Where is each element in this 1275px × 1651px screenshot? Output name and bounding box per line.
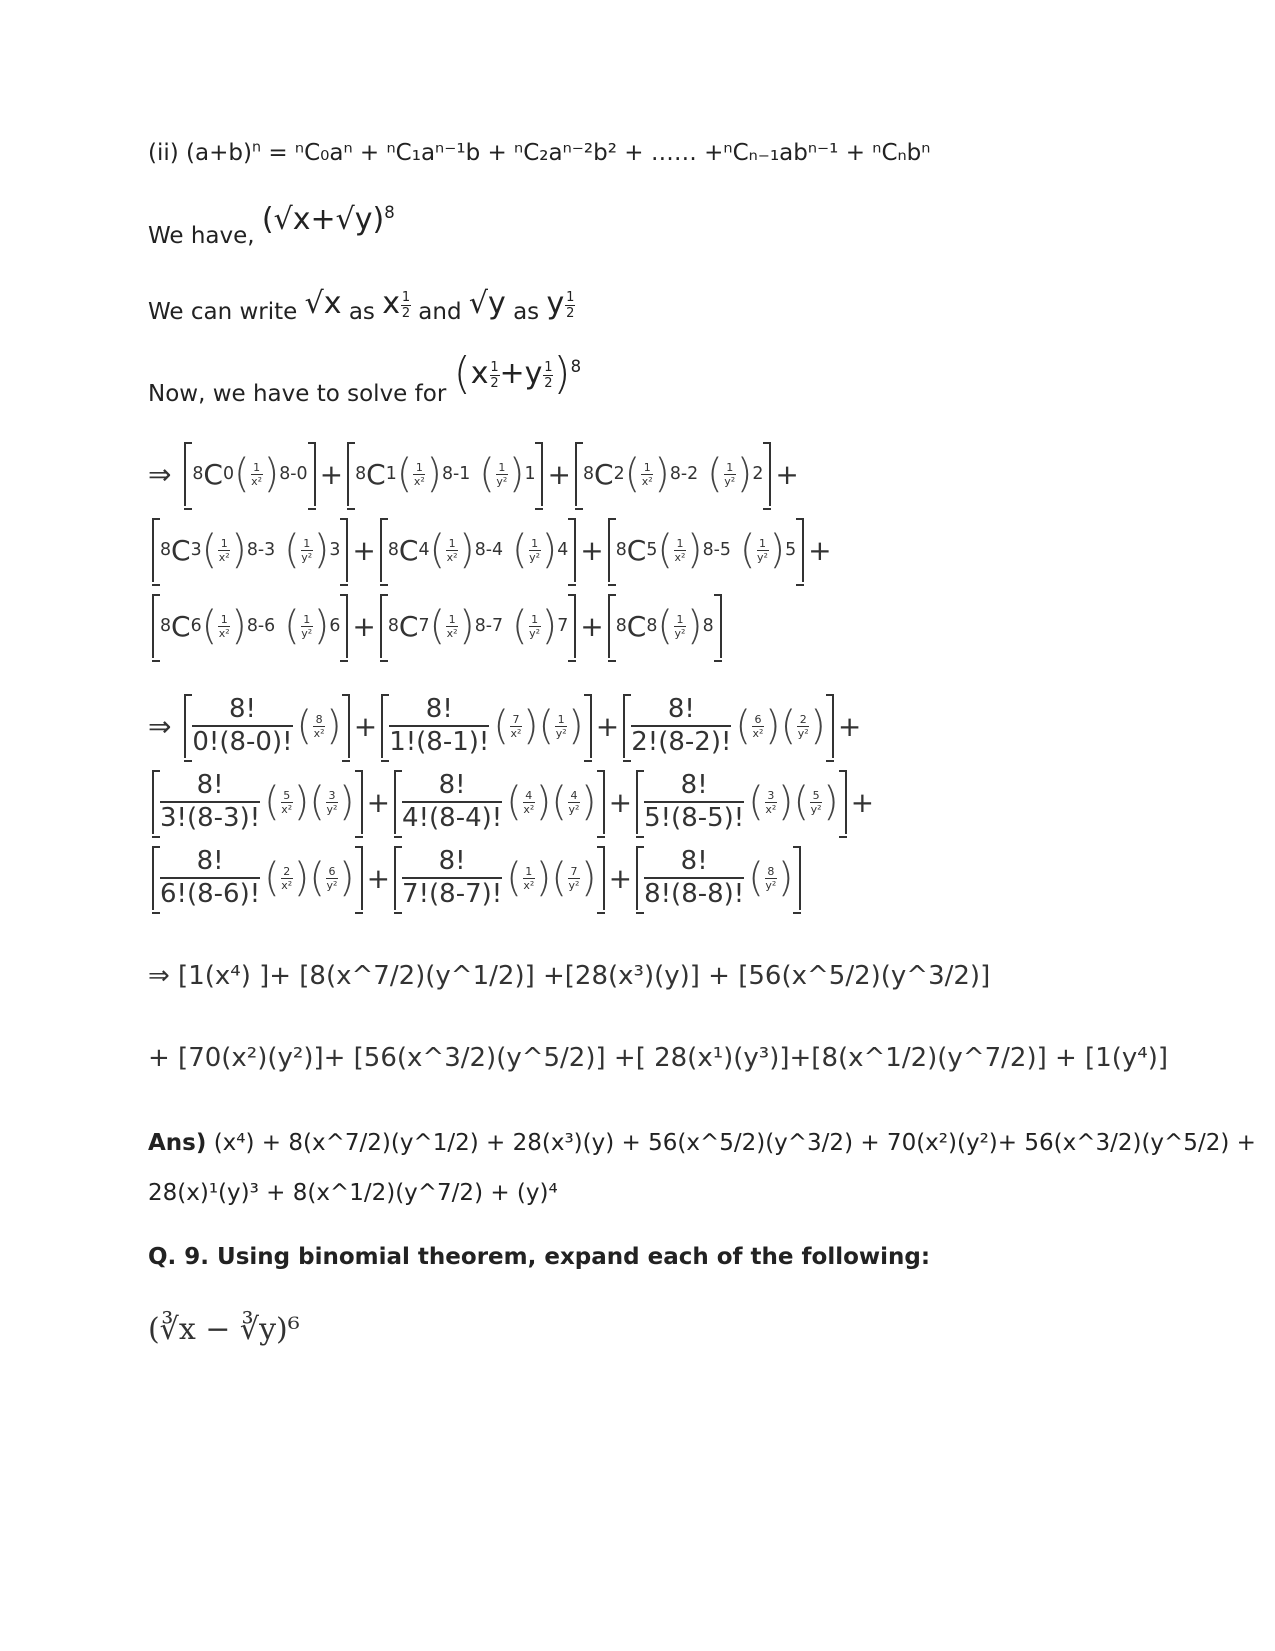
answer-text-2: 28(x)¹(y)³ + 8(x^1/2)(y^7/2) + (y)⁴ — [148, 1180, 558, 1207]
document-page — [148, 139, 1256, 1348]
term-8c0: 8 C 0 ( 1 x² ) 8-0 — [184, 442, 315, 506]
intro-label: (ii) — [148, 140, 179, 166]
sqrt-expression: $(√x+√y)^8$ — [261, 201, 395, 237]
factorial-term-8: 8! 8!(8-8)! ( 8 y² ) — [636, 846, 801, 910]
and-word: and — [418, 298, 462, 325]
step1-row-1: ⇒ 8 C 0 ( 1 x² ) 8-0 + 8 C 1 ( 1 x² ) 8-1 ( 1 y² ) 1 + 8 C 2 ( 1 x² ) 8-2 ( 1 y² ) 2 + — [148, 436, 1148, 512]
step3-line-1: ⇒ [1(x⁴) ]+ [8(x^7/2)(y^1/2)] +[28(x³)(y)] + [56(x^5/2)(y^3/2)] — [148, 961, 991, 992]
factorial-term-1: 8! 1!(8-1)! ( 7 x² )( 1 y² ) — [381, 694, 592, 758]
factorial-term-6: 8! 6!(8-6)! ( 2 x² )( 6 y² ) — [152, 846, 363, 910]
term-8c1: 8 C 1 ( 1 x² ) 8-1 ( 1 y² ) 1 — [347, 442, 543, 506]
step3-line-2: + [70(x²)(y²)]+ [56(x^3/2)(y^5/2)] +[ 28(x¹)(y³)]+[8(x^1/2)(y^7/2)] + [1(y⁴)] — [148, 1043, 1168, 1074]
sqrt-x-symbol: √x — [304, 285, 342, 321]
as-word-1: as — [348, 298, 375, 325]
question-expression: (∛x − ∛y)⁶ — [148, 1311, 300, 1347]
we-have-text: We have, — [148, 222, 255, 249]
formula-lhs: (a+b) — [186, 140, 252, 166]
factorial-term-2: 8! 2!(8-2)! ( 6 x² )( 2 y² ) — [623, 694, 834, 758]
implies-arrow-2: ⇒ — [148, 709, 172, 743]
we-can-write-line — [148, 285, 1148, 328]
answer-label: Ans) — [148, 1130, 207, 1157]
term-8c3: 8 C 3 ( 1 x² ) 8-3 ( 1 y² ) 3 — [152, 518, 348, 582]
factorial-term-7: 8! 7!(8-7)! ( 1 x² )( 7 y² ) — [394, 846, 605, 910]
term-8c4: 8 C 4 ( 1 x² ) 8-4 ( 1 y² ) 4 — [380, 518, 576, 582]
x-half-power: x $\frac{1}{2}$ — [382, 285, 411, 321]
we-can-write-text: We can write — [148, 298, 298, 325]
question-heading: Q. 9. Using binomial theorem, expand each of the following: — [148, 1244, 931, 1271]
answer-line-2 — [148, 1168, 1148, 1218]
y-half-power: y $\frac{1}{2}$ — [546, 285, 575, 321]
sqrt-y-symbol: √y — [468, 285, 506, 321]
we-have-line — [148, 201, 1148, 252]
term-8c7: 8 C 7 ( 1 x² ) 8-7 ( 1 y² ) 7 — [380, 594, 576, 658]
factorial-term-4: 8! 4!(8-4)! ( 4 x² )( 4 y² ) — [394, 770, 605, 834]
step2-row-1: ⇒ 8! 0!(8-0)! ( 8 x² ) + 8! 1!(8-1)! ( 7 x² )( 1 y² ) + 8! 2!(8-2)! ( 6 x² )( 2 y² ) + — [148, 694, 862, 758]
now-solve-line — [148, 347, 1148, 419]
formula-rhs: = ⁿC₀aⁿ + ⁿC₁aⁿ⁻¹b + ⁿC₂aⁿ⁻²b² + …… +ⁿCₙ₋₁abⁿ⁻¹ + ⁿCₙbⁿ — [268, 140, 931, 166]
step1-row-3: 8 C 6 ( 1 x² ) 8-6 ( 1 y² ) 6 + 8 C 7 ( 1 x² ) 8-7 ( 1 y² ) 7 + 8 C 8 ( 1 y² ) 8 — [148, 588, 1148, 664]
binomial-formula-line: (ii) $(a+b)^n = ^nC_0a^n + ^nC_1a^{n-1}b + ^nC_2a^{n-2}b^2$ + …… +ⁿCₙ₋₁abⁿ⁻¹ + ⁿCₙbⁿ — [148, 139, 931, 166]
half-power-expression: (x $\frac{1}{2}$ +y $\frac{1}{2}$ )$^8$ — [453, 347, 582, 399]
step2-row-2: 8! 3!(8-3)! ( 5 x² )( 3 y² ) + 8! 4!(8-4)! ( 4 x² )( 4 y² ) + 8! 5!(8-5)! ( 3 x² )( 5 y² ) + — [148, 764, 1148, 840]
answer-text-1: (x⁴) + 8(x^7/2)(y^1/2) + 28(x³)(y) + 56(x^5/2)(y^3/2) + 70(x²)(y²)+ 56(x^3/2)(y^5/2) + — [213, 1130, 1256, 1157]
step1-row-2: 8 C 3 ( 1 x² ) 8-3 ( 1 y² ) 3 + 8 C 4 ( 1 x² ) 8-4 ( 1 y² ) 4 + 8 C 5 ( 1 x² ) 8-5 ( 1 y² ) 5 + — [148, 512, 1148, 588]
implies-arrow: ⇒ — [148, 457, 172, 491]
factorial-term-3: 8! 3!(8-3)! ( 5 x² )( 3 y² ) — [152, 770, 363, 834]
step2-row-3: 8! 6!(8-6)! ( 2 x² )( 6 y² ) + 8! 7!(8-7)! ( 1 x² )( 7 y² ) + 8! 8!(8-8)! ( 8 y² ) — [148, 840, 1148, 916]
answer-line-1 — [148, 1118, 1256, 1168]
step1-block — [148, 436, 1148, 664]
term-8c2: 8 C 2 ( 1 x² ) 8-2 ( 1 y² ) 2 — [575, 442, 771, 506]
as-word-2: as — [513, 298, 540, 325]
term-8c5: 8 C 5 ( 1 x² ) 8-5 ( 1 y² ) 5 — [608, 518, 804, 582]
factorial-term-0: 8! 0!(8-0)! ( 8 x² ) — [184, 694, 349, 758]
term-8c6: 8 C 6 ( 1 x² ) 8-6 ( 1 y² ) 6 — [152, 594, 348, 658]
factorial-term-5: 8! 5!(8-5)! ( 3 x² )( 5 y² ) — [636, 770, 847, 834]
now-solve-text: Now, we have to solve for — [148, 380, 447, 407]
step2-block — [148, 688, 1148, 916]
term-8c8: 8 C 8 ( 1 y² ) 8 — [608, 594, 722, 658]
